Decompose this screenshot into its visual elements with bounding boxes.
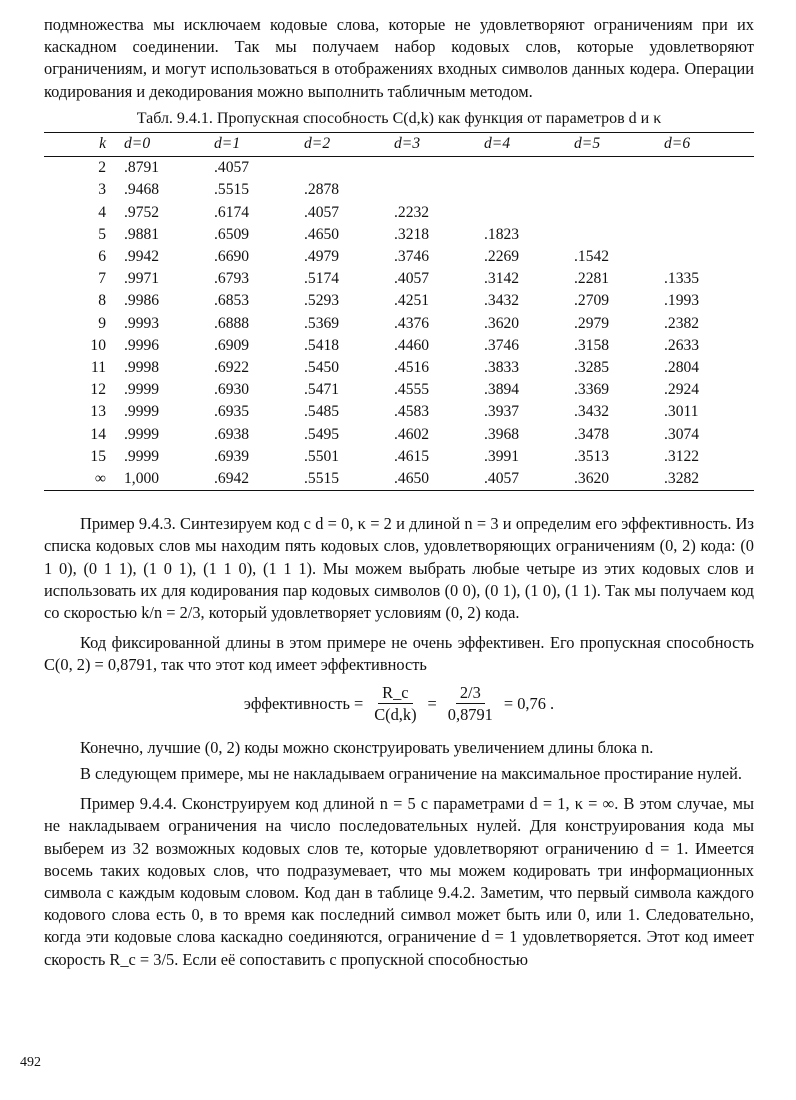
table-row [44,335,754,357]
table-cell: 1,000 [124,468,214,491]
table-cell [484,179,574,201]
table-cell: .3513 [574,447,610,465]
table-row-k: 15 [90,447,106,465]
table-cell [664,246,754,268]
table-cell: .3833 [484,359,520,377]
table-cell: .4251 [394,292,430,310]
table-cell: .9468 [124,181,160,199]
table-cell [664,202,754,224]
table-cell: .6939 [214,447,250,465]
header-cell: k [44,133,124,157]
table-row [44,379,754,401]
table-cell: .4516 [394,359,430,377]
table-cell: .6930 [214,381,250,399]
table-cell: .3074 [664,425,700,443]
table-row [44,202,754,224]
table-cell: .4583 [394,403,430,421]
table-row-k: 6 [98,248,106,266]
efficiency-formula [44,683,754,731]
table-cell: .5515 [304,468,394,491]
fraction-numerator: R_c [378,683,412,704]
table-row [44,357,754,379]
table-cell [574,202,664,224]
table-cell: .2924 [664,381,700,399]
table-cell: .4057 [394,270,430,288]
table-cell: .3432 [574,403,610,421]
table-cell: .1542 [574,248,610,266]
table-cell [394,157,484,180]
table-cell: .4602 [394,425,430,443]
capacity-table [44,132,754,491]
table-cell: .6935 [214,403,250,421]
table-row-k: 9 [98,314,106,332]
table-cell: .6922 [214,359,250,377]
table-cell: .9999 [124,381,160,399]
table-cell [394,179,484,201]
table-row [44,424,754,446]
table-cell: .5501 [304,447,340,465]
table-cell: .3620 [574,468,664,491]
paragraph-intro: подмножества мы исключаем кодовые слова, которые не удовлетворяют ограничениям при их каскадном соединении. Так мы получаем набор кодовых слов, которые удовлетворяют ограничениям, и могут использоваться в отображениях входных символов данных кодера. Операции кодирования и декодирования можно выполнить табличным методом. [44,15,754,101]
table-cell: .6793 [214,270,250,288]
table-cell: .9993 [124,314,160,332]
table-row-k: 8 [98,292,106,310]
header-cell: d=0 [124,133,214,157]
header-cell: d=1 [214,133,304,157]
table-cell: .5293 [304,292,340,310]
table-row-k: ∞ [44,468,124,491]
table-cell: .5450 [304,359,340,377]
table-row [44,224,754,246]
table-cell: .3122 [664,447,700,465]
table-cell [664,179,754,201]
table-cell: .3620 [484,314,520,332]
table-cell: .6938 [214,425,250,443]
table-row [44,268,754,290]
header-cell: d=4 [484,133,574,157]
paragraph-fixed-length: Код фиксированной длины в этом примере не очень эффективен. Его пропускная способность C(0, 2) = 0,8791, так что этот код имеет эффективность [44,633,754,675]
table-cell: .9752 [124,203,160,221]
table-cell: .3011 [664,403,699,421]
table-cell: .6509 [214,225,250,243]
header-cell: d=5 [574,133,664,157]
table-cell: .6853 [214,292,250,310]
table-cell: .3218 [394,225,430,243]
table-row [44,468,754,491]
table-row-k: 14 [90,425,106,443]
table-row-k: 10 [90,336,106,354]
table-cell: .3968 [484,425,520,443]
table-cell: .9998 [124,359,160,377]
table-cell: .8791 [124,159,160,177]
table-cell [574,179,664,201]
table-cell: .9999 [124,403,160,421]
table-cell: .1823 [484,225,520,243]
table-cell: .9986 [124,292,160,310]
table-cell: .6909 [214,336,250,354]
table-cell: .6174 [214,203,250,221]
table-cell: .9942 [124,248,160,266]
table-cell: .9999 [124,425,160,443]
table-caption: Табл. 9.4.1. Пропускная способность C(d,k) как функция от параметров d и κ [136,109,662,127]
fraction-denominator: C(d,k) [374,704,417,724]
table-row [44,246,754,268]
table-cell [484,202,574,224]
table-cell: .4979 [304,248,340,266]
table-cell: .6690 [214,248,250,266]
fraction-values [444,683,497,726]
table-cell [664,224,754,246]
table-row-k: 5 [98,225,106,243]
table-row-k: 7 [98,270,106,288]
table-cell: .9971 [124,270,160,288]
table-cell: .2804 [664,359,700,377]
table-cell: .5418 [304,336,340,354]
table-cell: .4615 [394,447,430,465]
table-cell: .4650 [304,225,340,243]
table-cell: .2979 [574,314,610,332]
table-cell: .2633 [664,336,700,354]
table-row-k: 3 [98,181,106,199]
formula-equals: = [353,694,364,714]
table-cell: .4460 [394,336,430,354]
table-row [44,290,754,312]
table-cell: .5515 [214,181,250,199]
table-cell [574,157,664,180]
table-cell: .2232 [394,203,430,221]
table-cell: .4057 [214,159,250,177]
table-cell: .5485 [304,403,340,421]
table-cell: .5369 [304,314,340,332]
fraction-rate-capacity [370,683,420,726]
formula-lhs: эффективность [243,694,350,714]
table-body [44,157,754,491]
page-content [44,14,754,971]
table-row-k: 11 [90,359,106,377]
table-cell: .2878 [304,181,340,199]
table-cell: .4057 [304,203,340,221]
table-cell: .3937 [484,403,520,421]
paragraph-better-codes: Конечно, лучшие (0, 2) коды можно сконструировать увеличением длины блока n. [80,737,654,757]
table-row-k: 4 [98,203,106,221]
table-cell: .6888 [214,314,250,332]
paragraph-example-9-4-4: Пример 9.4.4. Сконструируем код длиной n = 5 с параметрами d = 1, κ = ∞. В этом случае, мы не накладываем ограничения на число последовательных нулей. Для конструирования кода мы выберем из 32 возможных кодовых слов те, которые удовлетворяют ограничению d = 1. Имеется восемь таких кодовых слов, что подразумевает, что мы можем кодировать три информационных символа с каждым кодовым словом. Код дан в таблице 9.4.2. Заметим, что первый символа каждого кодового слова есть 0, в то время как последний символ может быть или 0, или 1. Следовательно, когда эти кодовые слова каскадно соединяются, ограничение d = 1 удовлетворяется. Этот код имеет скорость R_c = 3/5. Если её сопоставить с пропускной способностью [44,794,754,969]
table-cell: .4057 [484,468,574,491]
table-cell [664,157,754,180]
paragraph-next-example: В следующем примере, мы не накладываем ограничение на максимальное простирание нулей. [80,763,742,783]
table-cell: .3991 [484,447,520,465]
formula-equals: = [427,694,437,714]
table-cell: .3369 [574,381,610,399]
table-cell: .4650 [394,468,484,491]
table-cell: .3282 [664,468,754,491]
table-cell: .2382 [664,314,700,332]
table-cell: .4376 [394,314,430,332]
table-cell: .1335 [664,270,700,288]
table-row [44,446,754,468]
table-cell: .2709 [574,292,610,310]
paragraph-example-9-4-3: Пример 9.4.3. Синтезируем код с d = 0, κ = 2 и длиной n = 3 и определим его эффективность. Из списка кодовых слов мы находим пять кодовых слов, удовлетворяющих ограничениям (0, 2) кода: (0 1 0), (0 1 1), (1 0 1), (1 1 0), (1 1 1). Мы можем выбрать любые четыре из этих кодовых слов и использовать их для кодирования пар кодовых символов (0 0), (0 1), (1 0), (1 1). Так мы получаем код со скоростью k/n = 2/3, который удовлетворяет условиям (0, 2) кода. [44,514,754,623]
table-cell: .5495 [304,425,340,443]
table-cell: .1993 [664,292,700,310]
table-cell: .9996 [124,336,160,354]
header-cell: d=6 [664,133,754,157]
table-cell: .2269 [484,248,520,266]
table-cell: .3142 [484,270,520,288]
table-row [44,313,754,335]
table-cell [574,224,664,246]
table-cell: .5471 [304,381,340,399]
table-row-k: 13 [90,403,106,421]
header-cell: d=2 [304,133,394,157]
table-cell: .3746 [394,248,430,266]
table-row [44,157,754,180]
table-cell [484,157,574,180]
table-cell: .4555 [394,381,430,399]
formula-result: = 0,76 . [503,694,555,714]
table-cell: .3478 [574,425,610,443]
table-header-row [44,133,754,157]
table-cell: .3285 [574,359,610,377]
table-cell: .5174 [304,270,340,288]
table-cell: .3746 [484,336,520,354]
table-row [44,179,754,201]
table-row-k: 2 [98,159,106,177]
table-row [44,401,754,423]
table-cell: .9881 [124,225,160,243]
table-cell: .2281 [574,270,610,288]
table-cell: .6942 [214,468,304,491]
fraction-denominator: 0,8791 [447,704,493,724]
table-cell: .3432 [484,292,520,310]
table-cell [304,157,394,180]
page-number: 492 [20,1055,41,1070]
table-cell: .3894 [484,381,520,399]
fraction-numerator: 2/3 [456,683,485,704]
table-cell: .9999 [124,447,160,465]
header-cell: d=3 [394,133,484,157]
table-cell: .3158 [574,336,610,354]
table-row-k: 12 [90,381,106,399]
